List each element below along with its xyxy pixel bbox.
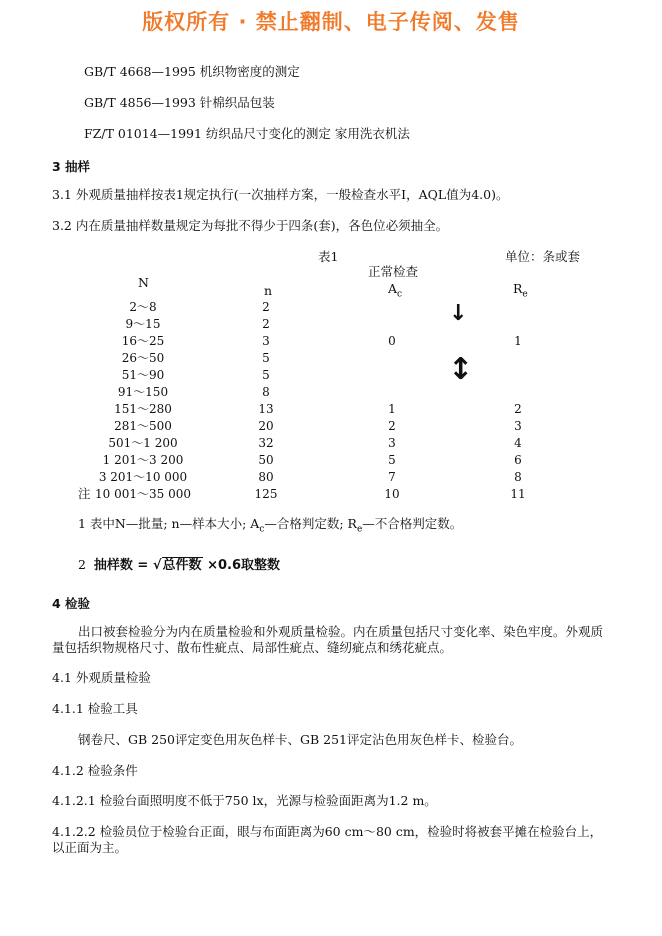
- cell-n: 2: [262, 299, 270, 314]
- cell-n: 5: [262, 350, 270, 365]
- table-row: [84, 485, 582, 502]
- table-caption: 表1: [318, 249, 339, 264]
- section-4-1-2: 4.1.2 检验条件: [52, 763, 138, 778]
- table-row: [84, 468, 582, 485]
- cell-N: 1 201～3 200: [102, 453, 184, 467]
- cell-n: 20: [258, 418, 274, 433]
- table-row: [84, 383, 582, 400]
- cell-Re: 11: [510, 486, 526, 501]
- copyright-banner: 版权所有 · 禁止翻制、电子传阅、发售: [142, 10, 520, 34]
- cell-N: 3 201～10 000: [98, 470, 188, 484]
- reference-1: GB/T 4668—1995 机织物密度的测定: [84, 64, 300, 79]
- section-4-1-1: 4.1.1 检验工具: [52, 701, 138, 716]
- cell-Re: 6: [514, 452, 522, 467]
- table-header-Ac: $A_c$: [388, 281, 403, 300]
- cell-Re: [454, 315, 582, 332]
- cell-n: 13: [258, 401, 274, 416]
- cell-Ac: 3: [388, 435, 396, 450]
- cell-N: 2～8: [129, 300, 157, 314]
- cell-Ac: 5: [388, 452, 396, 467]
- cell-Ac: [330, 349, 454, 366]
- sampling-table: [84, 298, 582, 502]
- cell-Re: [454, 366, 582, 383]
- cell-Ac: 1: [388, 401, 396, 416]
- cell-N: 9～15: [125, 317, 161, 331]
- cell-Re: 1: [514, 333, 522, 348]
- cell-N: 10 001～35 000: [95, 487, 191, 501]
- cell-Ac: 7: [388, 469, 396, 484]
- section-3-2: 3.2 内在质量抽样数量规定为每批不得少于四条(套)，各色位必须抽全。: [52, 218, 449, 233]
- table-row: [84, 417, 582, 434]
- table-row: [84, 298, 582, 315]
- cell-Re: 8: [514, 469, 522, 484]
- cell-N: 51～90: [121, 368, 165, 382]
- reference-3: FZ/T 01014—1991 纺织品尺寸变化的测定 家用洗衣机法: [84, 126, 410, 141]
- section-4-1-2-2: 4.1.2.2 检验员位于检验台正面，眼与布面距离为60 cm～80 cm，检验时将被套平摊在检验台上，以正面为主。: [52, 824, 603, 855]
- cell-Ac: [330, 298, 454, 315]
- cell-n: 50: [258, 452, 274, 467]
- table-group-header: 正常检查: [368, 264, 419, 279]
- cell-n: 8: [262, 384, 270, 399]
- notes-label: 注: [78, 486, 91, 501]
- cell-Re: [454, 349, 582, 366]
- cell-Ac: [330, 366, 454, 383]
- reference-2: GB/T 4856—1993 针棉织品包装: [84, 95, 275, 110]
- cell-n: 32: [258, 435, 274, 450]
- sampling-formula: 抽样数 = √总件数 ×0.6取整数: [93, 558, 280, 573]
- cell-Re: 2: [514, 401, 522, 416]
- section-4-1: 4.1 外观质量检验: [52, 670, 151, 685]
- cell-Ac: 0: [388, 333, 396, 348]
- cell-Ac: 2: [388, 418, 396, 433]
- section-4-intro: 出口被套检验分为内在质量检验和外观质量检验。内在质量包括尺寸变化率、染色牢度。外观质量包括织物规格尺寸、散布性疵点、局部性疵点、缝纫疵点和绣花疵点。: [52, 624, 604, 655]
- table-row: [84, 400, 582, 417]
- tools-text: 钢卷尺、GB 250评定变色用灰色样卡、GB 251评定沾色用灰色样卡、检验台。: [78, 732, 523, 747]
- note-1: 1 表中N—批量; n—样本大小; $A_c—$合格判定数; $R_e—$不合格判定数。: [78, 516, 463, 535]
- note-2: 2 抽样数 = √总件数 ×0.6取整数: [78, 557, 280, 573]
- cell-Ac: [330, 383, 454, 400]
- cell-N: 281～500: [114, 419, 172, 433]
- arrow-up-down-icon: ↕: [448, 352, 474, 387]
- table-row: [84, 315, 582, 332]
- section-3-title: 3 抽样: [52, 159, 91, 174]
- cell-n: 2: [262, 316, 270, 331]
- cell-N: 26～50: [121, 351, 165, 365]
- section-4-1-2-1: 4.1.2.1 检验台面照明度不低于750 lx，光源与检验面距离为1.2 m。: [52, 793, 437, 808]
- cell-n: 5: [262, 367, 270, 382]
- section-3-1: 3.1 外观质量抽样按表1规定执行(一次抽样方案，一般检查水平Ⅰ，AQL值为4.0)。: [52, 187, 509, 202]
- cell-Re: 4: [514, 435, 522, 450]
- cell-Ac: 10: [384, 486, 400, 501]
- cell-N: 501～1 200: [108, 436, 178, 450]
- cell-Re: 3: [514, 418, 522, 433]
- table-row: [84, 451, 582, 468]
- arrow-down-icon: ↓: [449, 301, 468, 326]
- cell-n: 3: [262, 333, 270, 348]
- cell-N: 151～280: [114, 402, 172, 416]
- table-row: [84, 366, 582, 383]
- cell-Ac: [330, 315, 454, 332]
- table-unit: 单位：条或套: [505, 249, 581, 264]
- cell-Re: [454, 298, 582, 315]
- cell-N: 91～150: [117, 385, 169, 399]
- table-row: [84, 434, 582, 451]
- table-row: [84, 332, 582, 349]
- cell-Re: [454, 383, 582, 400]
- table-header-N: N: [138, 275, 149, 290]
- cell-N: 16～25: [121, 334, 165, 348]
- table-row: [84, 349, 582, 366]
- cell-n: 80: [258, 469, 274, 484]
- section-4-title: 4 检验: [52, 596, 91, 611]
- table-header-n: n: [264, 283, 273, 298]
- table-header-Re: $R_e$: [513, 281, 528, 300]
- cell-n: 125: [254, 486, 278, 501]
